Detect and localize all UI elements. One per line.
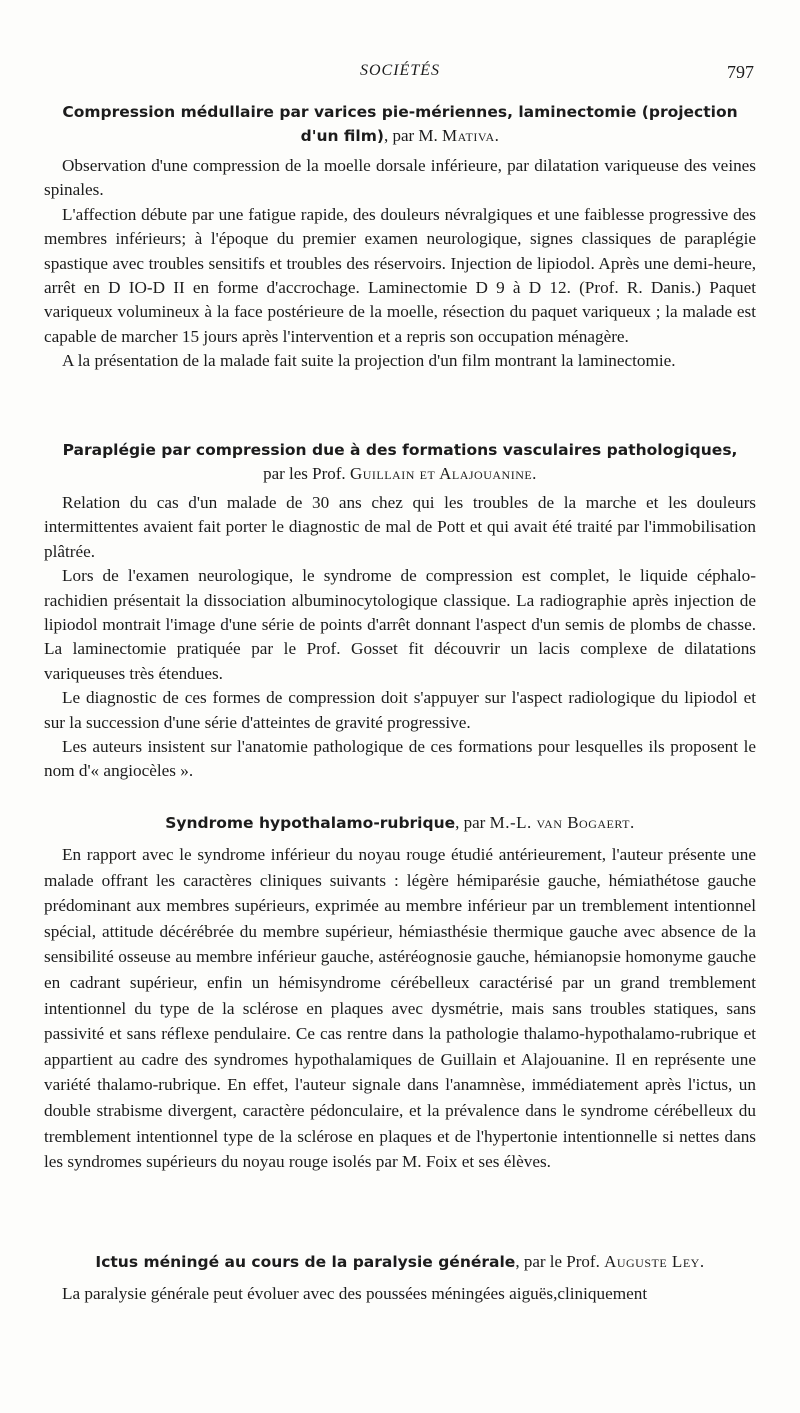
article-authors: Guillain et Alajouanine.	[349, 464, 537, 483]
article-heading	[44, 100, 756, 148]
article-title: Syndrome hypothalamo-rubrique	[165, 814, 456, 832]
running-head	[0, 62, 800, 86]
paragraph: A la présentation de la malade fait suite la projection d'un film montrant la laminectomie.	[62, 351, 676, 371]
article-heading	[44, 438, 756, 485]
article-byline: , par	[455, 813, 490, 832]
article-authors: M.-L. van Bogaert.	[489, 813, 635, 832]
article-paraplegie-compression	[44, 438, 756, 784]
article-heading	[44, 1250, 756, 1274]
article-title: Paraplégie par compression due à des formations vasculaires pathologiques,	[62, 441, 738, 459]
paragraph: Les auteurs insistent sur l'anatomie pathologique de ces formations pour lesquelles ils proposent le nom d'« angiocèles ».	[44, 737, 756, 781]
article-title: Ictus méningé au cours de la paralysie générale	[95, 1253, 516, 1271]
page-number: 797	[727, 62, 754, 82]
paragraph: Observation d'une compression de la moelle dorsale inférieure, par dilatation variqueuse des veines spinales.	[44, 156, 756, 200]
paragraph: La paralysie générale peut évoluer avec des poussées méningées aiguës,cliniquement	[62, 1284, 648, 1303]
article-authors: Auguste Ley.	[604, 1252, 705, 1271]
paragraph: L'affection débute par une fatigue rapide, des douleurs névralgiques et une faiblesse progressive des membres inférieurs; à l'époque du premier examen neurologique, signes classiques de paraplégie spastique avec troubles sensitifs et troubles des réservoirs. Injection de lipiodol. Après une demi-heure, arrêt en D IO-D II en forme d'accrochage. Laminectomie D 9 à D 12. (Prof. R. Danis.) Paquet variqueux volumineux à la face postérieure de la moelle, résection du paquet variqueux ; la malade est capable de marcher 15 jours après l'intervention et a repris son occupation ménagère.	[44, 204, 756, 346]
article-compression-medullaire	[44, 100, 756, 374]
article-byline: , par le Prof.	[515, 1252, 605, 1271]
article-title: Compression médullaire par varices pie-mériennes, laminectomie (projection d'un film)	[62, 103, 738, 145]
article-heading	[44, 811, 756, 835]
article-ictus-meninge	[44, 1250, 756, 1306]
paragraph: Le diagnostic de ces formes de compression doit s'appuyer sur l'aspect radiologique du lipiodol et sur la succession d'une série d'atteintes de gravité progressive.	[44, 688, 756, 732]
paragraph: En rapport avec le syndrome inférieur du noyau rouge étudié antérieurement, l'auteur présente une malade offrant les caractères cliniques suivants : légère hémiparésie gauche, hémiathétose gauche prédominant aux membres supérieurs, exprimée au membre inférieur par un tremblement intentionnel spécial, attitude décérébrée du membre supérieur, hémiasthésie thermique gauche avec absence de la sensibilité osseuse au membre inférieur gauche, astéréognosie gauche, hémianopsie homonyme gauche en cadrant supérieur, enfin un hémisyndrome cérébelleux caractérisé par un grand tremblement intentionnel du type de la sclérose en plaques avec dysmétrie, mais sans troubles statiques, sans passivité et sans réflexe pendulaire. Ce cas rentre dans la pathologie thalamo-hypothalamo-rubrique et appartient au cadre des syndromes hypothalamiques de Guillain et Alajouanine. Il en représente une variété thalamo-rubrique. En effet, l'auteur signale dans l'anamnèse, immédiatement après l'ictus, un double strabisme divergent, caractère pédonculaire, et la prévalence dans le syndrome cérébelleux du tremblement intentionnel type de la sclérose en plaques et de l'hypertonie intentionnelle si nettes dans les syndromes supérieurs du noyau rouge isolés par M. Foix et ses élèves.	[44, 845, 756, 1172]
article-syndrome-hypothalamo-rubrique	[44, 811, 756, 1175]
article-authors: Mativa.	[442, 126, 500, 145]
running-head-title: SOCIÉTÉS	[360, 62, 440, 79]
article-byline: par les Prof.	[263, 464, 350, 483]
paragraph: Lors de l'examen neurologique, le syndrome de compression est complet, le liquide céphalo-rachidien présentait la dissociation albuminocytologique classique. La radiographie après injection de lipiodol montrait l'image d'une série de points d'arrêt donnant l'aspect d'un semis de plombs de chasse. La laminectomie pratiquée par le Prof. Gosset fit découvrir un lacis complexe de dilatations variqueuses très étendues.	[44, 566, 756, 683]
article-byline: , par M.	[383, 126, 443, 145]
paragraph: Relation du cas d'un malade de 30 ans chez qui les troubles de la marche et les douleurs intermittentes avaient fait porter le diagnostic de mal de Pott et qui avait été traité par l'immobilisation plâtrée.	[44, 493, 756, 561]
